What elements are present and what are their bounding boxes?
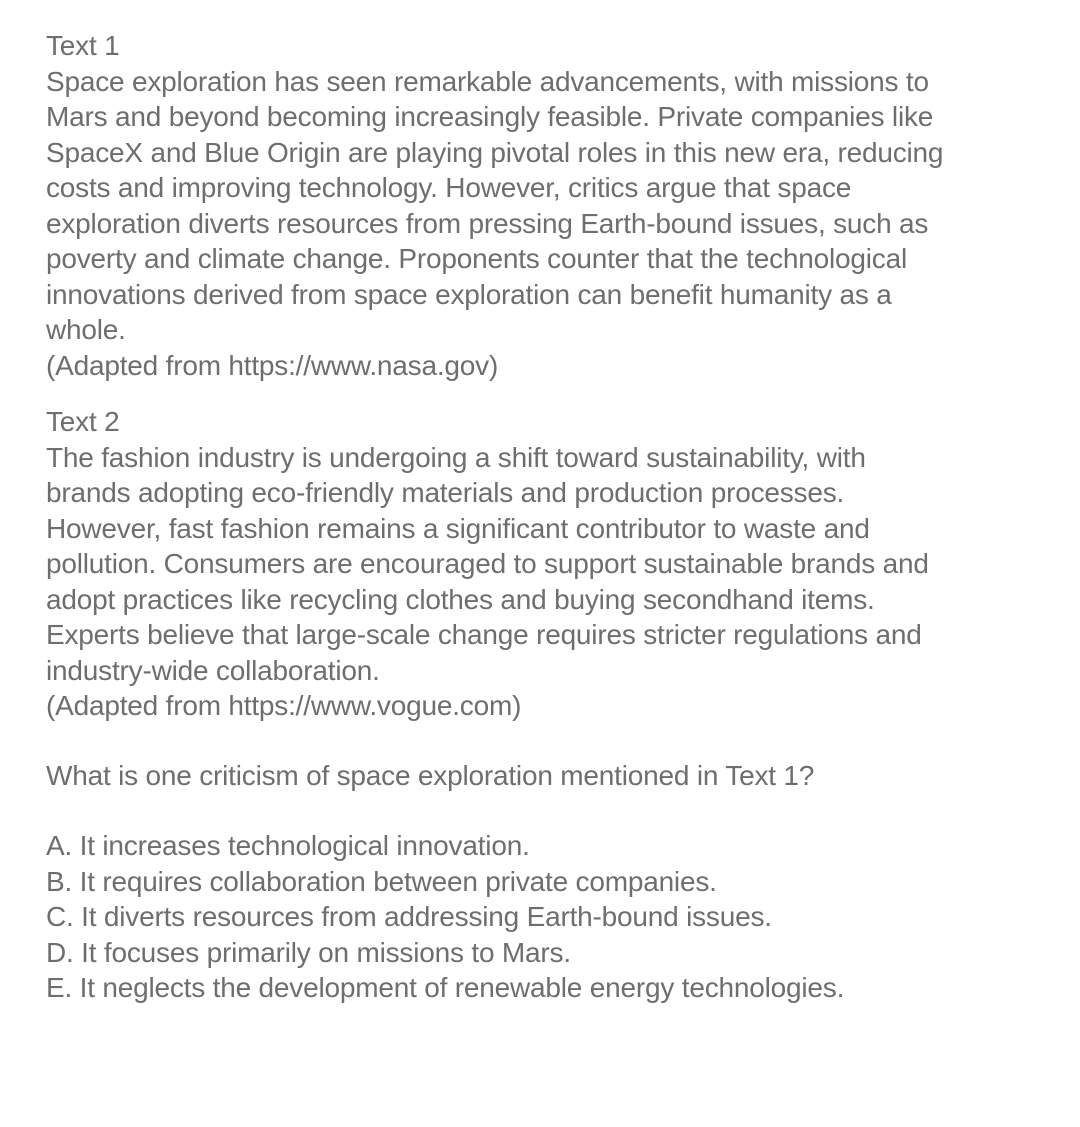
text-1-line: costs and improving technology. However, critics argue that space	[46, 172, 852, 203]
text-2-line: Experts believe that large-scale change requires stricter regulations and	[46, 619, 922, 650]
option-a: A. It increases technological innovation.	[46, 830, 530, 861]
text-1-line: exploration diverts resources from pressing Earth-bound issues, such as	[46, 207, 929, 239]
question-text: What is one criticism of space exploration mentioned in Text 1?	[46, 759, 815, 791]
text-2-line: adopt practices like recycling clothes and buying secondhand items.	[46, 583, 875, 615]
text-1-source: (Adapted from https://www.nasa.gov)	[46, 349, 499, 381]
text-1-line: SpaceX and Blue Origin are playing pivotal roles in this new era, reducing	[46, 136, 944, 168]
text-2-heading: Text 2	[46, 406, 120, 437]
text-2-line: However, fast fashion remains a significant contributor to waste and	[46, 512, 870, 544]
text-1-line: Space exploration has seen remarkable advancements, with missions to	[46, 65, 929, 97]
text-2-source: (Adapted from https://www.vogue.com)	[46, 690, 522, 721]
option-c: C. It diverts resources from addressing Earth-bound issues.	[46, 901, 772, 932]
text-1-line: whole.	[46, 314, 126, 345]
text-2-line: brands adopting eco-friendly materials and production processes.	[46, 477, 845, 508]
text-1-body	[46, 64, 1046, 348]
text-2-line: The fashion industry is undergoing a shift toward sustainability, with	[46, 441, 866, 473]
answer-options	[46, 828, 1046, 1006]
option-b: B. It requires collaboration between private companies.	[46, 865, 717, 897]
option-e: E. It neglects the development of renewable energy technologies.	[46, 972, 845, 1003]
option-d: D. It focuses primarily on missions to Mars.	[46, 936, 571, 968]
text-2-line: pollution. Consumers are encouraged to support sustainable brands and	[46, 548, 929, 579]
text-1-heading: Text 1	[46, 30, 120, 61]
text-1-block	[46, 28, 1046, 383]
text-1-line: poverty and climate change. Proponents counter that the technological	[46, 243, 907, 274]
text-1-line: innovations derived from space exploration can benefit humanity as a	[46, 278, 892, 310]
text-2-line: industry-wide collaboration.	[46, 654, 380, 686]
text-2-block	[46, 404, 1046, 724]
text-1-line: Mars and beyond becoming increasingly feasible. Private companies like	[46, 101, 934, 132]
question-document	[46, 28, 1046, 1006]
text-2-body	[46, 440, 1046, 689]
